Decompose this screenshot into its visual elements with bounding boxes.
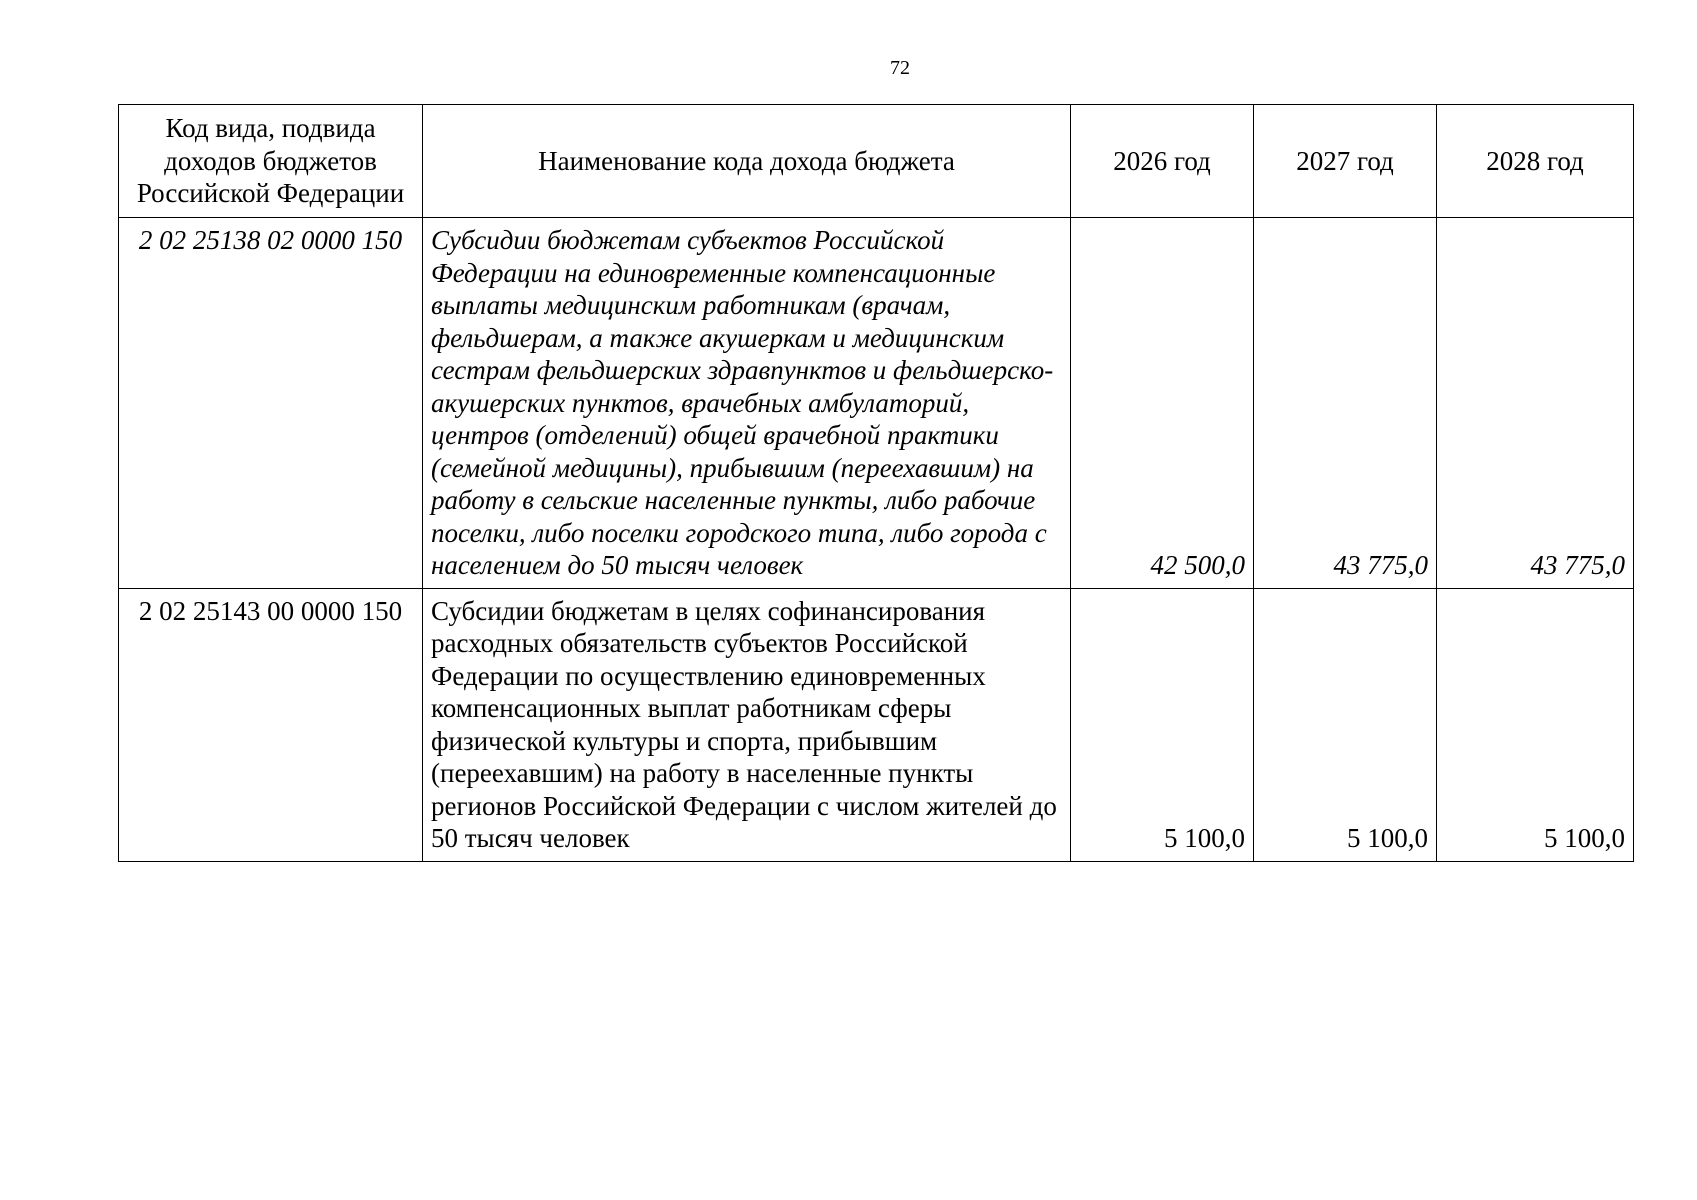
row-amount-2027: 5 100,0 — [1254, 588, 1437, 861]
row-amount-2026: 5 100,0 — [1071, 588, 1254, 861]
row-amount-2027: 43 775,0 — [1254, 218, 1437, 589]
budget-income-table — [118, 104, 1634, 862]
header-year-2027: 2027 год — [1254, 105, 1437, 218]
header-code: Код вида, подвида доходов бюджетов Российской Федерации — [119, 105, 423, 218]
row-name: Субсидии бюджетам субъектов Российской Федерации на единовременные компенсационные выплаты медицинским работникам (врачам, фельдшерам, а также акушеркам и медицинским сестрам фельдшерских здравпунктов и фельдшерско-акушерских пунктов, врачебных амбулаторий, центров (отделений) общей врачебной практики (семейной медицины), прибывшим (переехавшим) на работу в сельские населенные пункты, либо рабочие поселки, либо поселки городского типа, либо города с населением до 50 тысяч человек — [423, 218, 1071, 589]
row-name: Субсидии бюджетам в целях софинансирования расходных обязательств субъектов Российской Федерации по осуществлению единовременных компенсационных выплат работникам сферы физической культуры и спорта, прибывшим (переехавшим) на работу в населенные пункты регионов Российской Федерации с числом жителей до 50 тысяч человек — [423, 588, 1071, 861]
table-header-row — [119, 105, 1634, 218]
header-name: Наименование кода дохода бюджета — [423, 105, 1071, 218]
table-row — [119, 218, 1634, 589]
row-amount-2028: 43 775,0 — [1437, 218, 1634, 589]
row-code: 2 02 25138 02 0000 150 — [119, 218, 423, 589]
table-row — [119, 588, 1634, 861]
page-number: 72 — [890, 57, 910, 79]
row-amount-2028: 5 100,0 — [1437, 588, 1634, 861]
header-year-2026: 2026 год — [1071, 105, 1254, 218]
row-code: 2 02 25143 00 0000 150 — [119, 588, 423, 861]
row-amount-2026: 42 500,0 — [1071, 218, 1254, 589]
header-year-2028: 2028 год — [1437, 105, 1634, 218]
